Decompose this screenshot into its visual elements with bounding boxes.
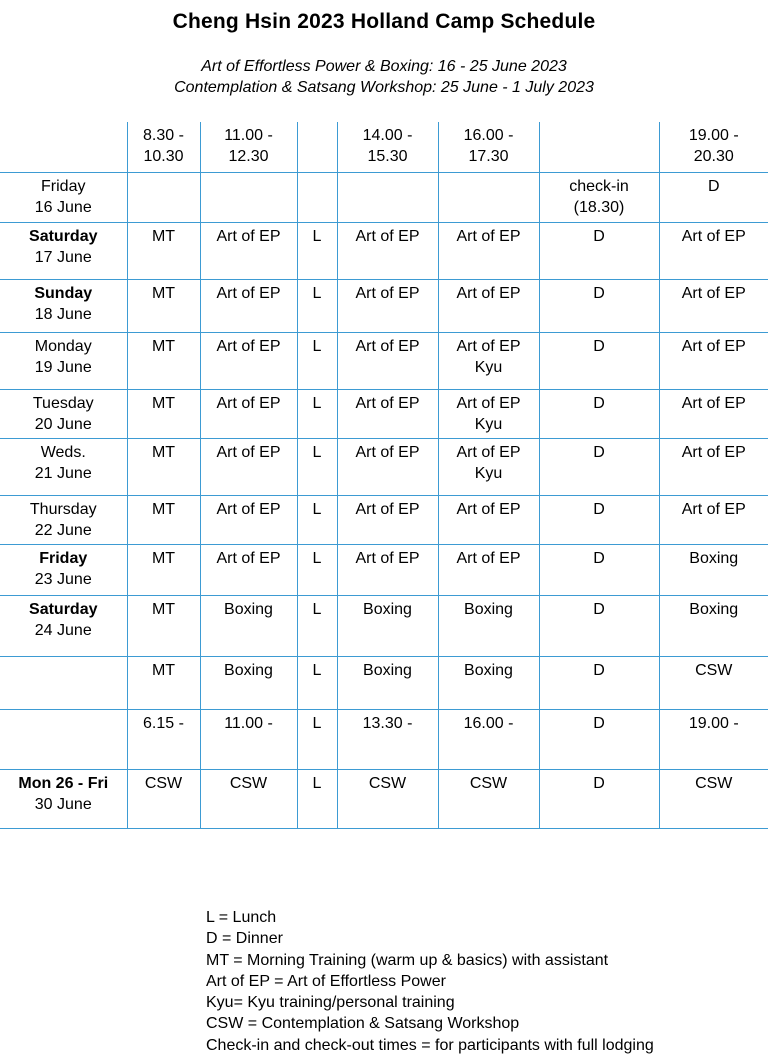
activity-cell: CSW — [659, 769, 768, 828]
schedule-row — [0, 595, 768, 656]
activity-cell: 6.15 - — [127, 709, 200, 769]
day-cell: Saturday 17 June — [0, 222, 127, 279]
activity-cell: Art of EP — [659, 495, 768, 544]
activity-cell: D — [539, 332, 659, 389]
time-slot-cell: CSW — [659, 656, 768, 709]
activity-cell — [127, 172, 200, 222]
activity-cell: Art of EP — [200, 279, 297, 332]
activity-cell: 16.00 - — [438, 709, 539, 769]
activity-cell: Boxing — [438, 595, 539, 656]
activity-cell: CSW — [438, 769, 539, 828]
time-slot-cell: D — [539, 656, 659, 709]
activity-cell: D — [539, 389, 659, 438]
legend-item: CSW = Contemplation & Satsang Workshop — [206, 1015, 520, 1033]
legend-item: L = Lunch — [206, 909, 277, 926]
day-cell: Friday 16 June — [0, 172, 127, 222]
schedule-row — [0, 389, 768, 438]
time-header-row — [0, 122, 768, 172]
activity-cell: D — [539, 222, 659, 279]
activity-cell: CSW — [127, 769, 200, 828]
time-slot-cell: Boxing — [337, 656, 438, 709]
legend-item: MT = Morning Training (warm up & basics) with assistant — [206, 951, 609, 969]
legend — [206, 907, 654, 1056]
activity-cell: Art of EP — [337, 222, 438, 279]
activity-cell: D — [539, 595, 659, 656]
activity-cell: L — [297, 222, 337, 279]
time-slot-2: 11.00 - 12.30 — [200, 122, 297, 172]
activity-cell: Boxing — [659, 544, 768, 595]
activity-cell: L — [297, 332, 337, 389]
time-slot-5: 19.00 - 20.30 — [659, 122, 768, 172]
activity-cell: Art of EP — [438, 222, 539, 279]
activity-cell: MT — [127, 332, 200, 389]
activity-cell: D — [659, 172, 768, 222]
time-slot-cell: L — [297, 656, 337, 709]
schedule-row — [0, 438, 768, 495]
activity-cell — [200, 172, 297, 222]
schedule-row — [0, 544, 768, 595]
activity-cell: Art of EP — [659, 389, 768, 438]
activity-cell: Art of EP Kyu — [438, 438, 539, 495]
activity-cell: Art of EP — [659, 279, 768, 332]
activity-cell — [297, 172, 337, 222]
schedule-row — [0, 709, 768, 769]
activity-cell: Art of EP Kyu — [438, 389, 539, 438]
schedule-row — [0, 279, 768, 332]
activity-cell: Boxing — [200, 595, 297, 656]
activity-cell: MT — [127, 495, 200, 544]
activity-cell: Art of EP — [659, 438, 768, 495]
activity-cell — [438, 172, 539, 222]
activity-cell: MT — [127, 389, 200, 438]
activity-cell: 13.30 - — [337, 709, 438, 769]
subtitle-workshop-dates: Contemplation & Satsang Workshop: 25 June - 1 July 2023 — [174, 79, 594, 96]
activity-cell: D — [539, 438, 659, 495]
activity-cell: D — [539, 709, 659, 769]
day-cell: Thursday 22 June — [0, 495, 127, 544]
day-cell: Friday 23 June — [0, 544, 127, 595]
legend-item: Kyu= Kyu training/personal training — [206, 994, 455, 1012]
activity-cell: D — [539, 279, 659, 332]
activity-cell: L — [297, 769, 337, 828]
activity-cell: Art of EP — [337, 332, 438, 389]
activity-cell: MT — [127, 544, 200, 595]
activity-cell: Art of EP — [337, 279, 438, 332]
activity-cell: Art of EP — [200, 332, 297, 389]
activity-cell: Art of EP — [438, 279, 539, 332]
activity-cell: MT — [127, 222, 200, 279]
activity-cell: Art of EP — [337, 544, 438, 595]
activity-cell: Art of EP — [659, 332, 768, 389]
activity-cell: Art of EP — [337, 389, 438, 438]
time-slot-lunch — [297, 122, 337, 172]
activity-cell: MT — [127, 438, 200, 495]
day-cell: Tuesday 20 June — [0, 389, 127, 438]
day-cell — [0, 656, 127, 709]
day-cell: Mon 26 - Fri 30 June — [0, 769, 127, 828]
activity-cell: 19.00 - — [659, 709, 768, 769]
time-slot-1: 8.30 - 10.30 — [127, 122, 200, 172]
activity-cell: Art of EP — [200, 544, 297, 595]
page-title: Cheng Hsin 2023 Holland Camp Schedule — [172, 10, 596, 33]
legend-item: D = Dinner — [206, 930, 283, 948]
schedule-table — [0, 122, 768, 829]
time-slot-cell: Boxing — [200, 656, 297, 709]
activity-cell: L — [297, 438, 337, 495]
activity-cell: D — [539, 769, 659, 828]
activity-cell: Art of EP — [200, 389, 297, 438]
day-cell: Weds. 21 June — [0, 438, 127, 495]
workshop-time-row — [0, 656, 768, 709]
time-slot-4: 16.00 - 17.30 — [438, 122, 539, 172]
activity-cell: L — [297, 495, 337, 544]
activity-cell: 11.00 - — [200, 709, 297, 769]
activity-cell: Art of EP Kyu — [438, 332, 539, 389]
day-cell: Sunday 18 June — [0, 279, 127, 332]
activity-cell: Art of EP — [337, 495, 438, 544]
activity-cell: CSW — [337, 769, 438, 828]
subtitle-boxing-dates: Art of Effortless Power & Boxing: 16 - 25 June 2023 — [201, 58, 567, 75]
time-slot-dinner — [539, 122, 659, 172]
activity-cell: L — [297, 279, 337, 332]
activity-cell: Art of EP — [337, 438, 438, 495]
day-cell — [0, 709, 127, 769]
activity-cell: Art of EP — [200, 438, 297, 495]
time-slot-cell: MT — [127, 656, 200, 709]
legend-item: Check-in and check-out times = for participants with full lodging — [206, 1036, 654, 1054]
schedule-row — [0, 332, 768, 389]
activity-cell: L — [297, 595, 337, 656]
schedule-row — [0, 222, 768, 279]
activity-cell: Art of EP — [200, 222, 297, 279]
activity-cell: Art of EP — [438, 495, 539, 544]
schedule-row — [0, 495, 768, 544]
activity-cell: D — [539, 544, 659, 595]
activity-cell: Boxing — [659, 595, 768, 656]
legend-item: Art of EP = Art of Effortless Power — [206, 972, 446, 990]
activity-cell: MT — [127, 595, 200, 656]
activity-cell — [337, 172, 438, 222]
corner-cell — [0, 122, 127, 172]
time-slot-cell: Boxing — [438, 656, 539, 709]
activity-cell: L — [297, 709, 337, 769]
time-slot-3: 14.00 - 15.30 — [337, 122, 438, 172]
activity-cell: Art of EP — [200, 495, 297, 544]
activity-cell: Art of EP — [438, 544, 539, 595]
activity-cell: check-in (18.30) — [539, 172, 659, 222]
activity-cell: D — [539, 495, 659, 544]
activity-cell: L — [297, 544, 337, 595]
activity-cell: CSW — [200, 769, 297, 828]
activity-cell: Art of EP — [659, 222, 768, 279]
activity-cell: Boxing — [337, 595, 438, 656]
schedule-row — [0, 769, 768, 828]
activity-cell: MT — [127, 279, 200, 332]
day-cell: Monday 19 June — [0, 332, 127, 389]
activity-cell: L — [297, 389, 337, 438]
schedule-row — [0, 172, 768, 222]
day-cell: Saturday 24 June — [0, 595, 127, 656]
